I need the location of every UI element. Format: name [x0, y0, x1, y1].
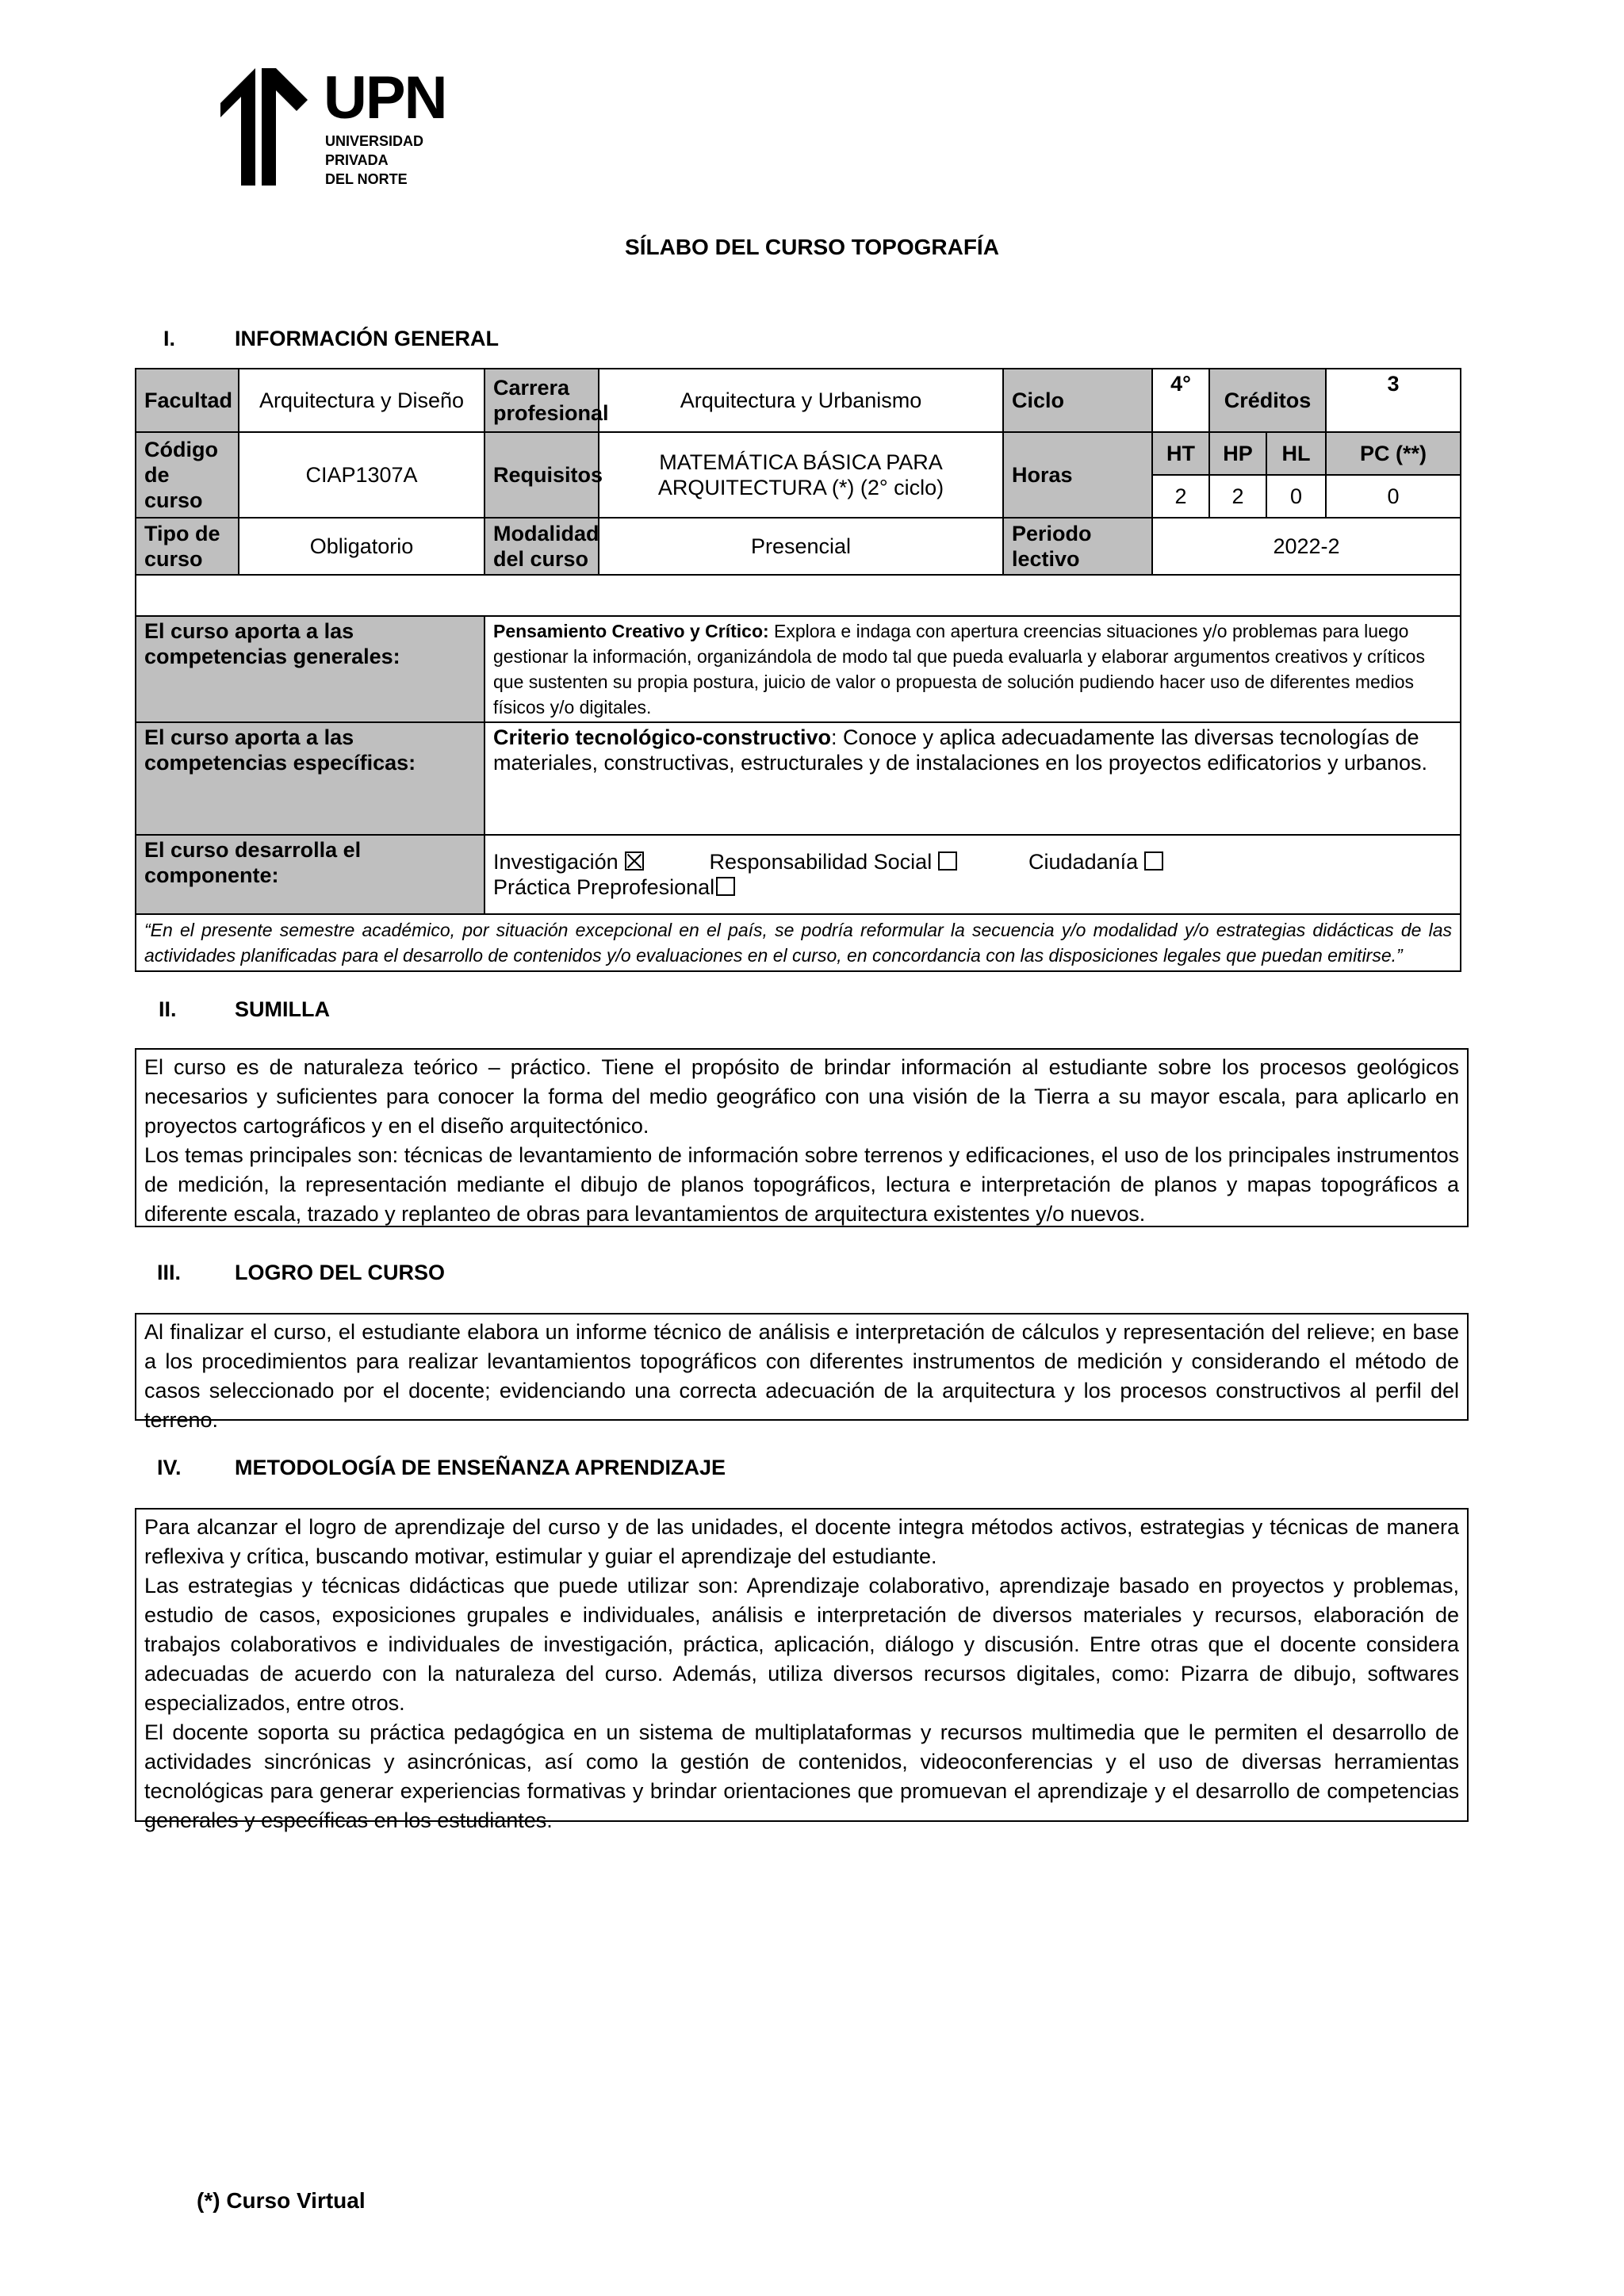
logro-paragraph: Al finalizar el curso, el estudiante elabora un informe técnico de análisis e interpretación de cálculos y representación del relieve; en base a los procedimientos para realizar levantamientos topográficos con diferentes instrumentos de medición y considerando el método de casos seleccionado por el docente; evidenciando una correcta adecuación de la arquitectura y los procesos constructivos al perfil del terreno. — [144, 1320, 1459, 1432]
section-3-number: III. — [157, 1261, 182, 1284]
metodologia-box — [135, 1508, 1469, 1832]
metodologia-paragraph-2: Las estrategias y técnicas didácticas que puede utilizar son: Aprendizaje colaborativo, aprendizaje basado en proyectos y problemas, estudio de casos, exposiciones grupales e individuales, análisis e interpretación de diversos materiales y recursos, elaboración de trabajos colaborativos e individuales de investigación, práctica, aplicación, diálogo y discusión. Entre otras que el docente considera adecuadas de acuerdo con la naturaleza del curso. Además, utiliza diversos recursos digitales, como: Pizarra de dibujo, softwares especializados, entre otros. — [144, 1574, 1459, 1715]
creditos-value: 3 — [1326, 369, 1461, 432]
modalidad-value: Presencial — [599, 518, 1003, 575]
sumilla-paragraph-2: Los temas principales son: técnicas de levantamiento de información sobre terrenos y edificaciones, el uso de los principales instrumentos de medición, la representación mediante el dibujo de planos topográficos, lectura e interpretación de planos y mapas topográficos a diferente escala, trazado y replanteo de obras para levantamientos de arquitectura existentes y/o nuevos. — [144, 1143, 1459, 1226]
spacer-row — [136, 575, 1461, 616]
section-4-number: IV. — [157, 1456, 182, 1479]
component-investigacion: Investigación — [493, 849, 703, 874]
logro-box — [135, 1313, 1469, 1432]
section-2-title: SUMILLA — [235, 997, 330, 1021]
ht-value: 2 — [1152, 475, 1209, 518]
ciclo-label: Ciclo — [1003, 369, 1152, 432]
hp-value: 2 — [1209, 475, 1266, 518]
document-title: SÍLABO DEL CURSO TOPOGRAFÍA — [625, 235, 999, 259]
horas-label: Horas — [1003, 432, 1152, 518]
modalidad-label: Modalidad del curso — [485, 518, 599, 575]
sumilla-box — [135, 1048, 1469, 1227]
footnote: (*) Curso Virtual — [197, 2188, 366, 2213]
checkbox-empty-icon — [716, 877, 735, 896]
section-2-number: II. — [159, 997, 177, 1021]
section-1-title: INFORMACIÓN GENERAL — [235, 327, 499, 350]
logo-name: UPN — [324, 64, 446, 132]
checkbox-empty-icon — [1144, 851, 1163, 871]
metodologia-paragraph-1: Para alcanzar el logro de aprendizaje del curso y de las unidades, el docente integra métodos activos, estrategias y técnicas de manera reflexiva y crítica, buscando motivar, estimular y guiar el aprendizaje del estudiante. — [144, 1515, 1459, 1568]
creditos-label: Créditos — [1209, 369, 1326, 432]
metodologia-paragraph-3: El docente soporta su práctica pedagógica en un sistema de multiplataformas y recursos multimedia que le permiten el desarrollo de actividades sincrónicas y asincrónicas, así como la gestión de contenidos, videoconferencias y el uso de diversas herramientas tecnológicas para generar experiencias formativas y brindar orientaciones que promuevan el aprendizaje y el desarrollo de competencias generales y específicas en los estudiantes. — [144, 1720, 1459, 1832]
checkbox-empty-icon — [938, 851, 957, 871]
carrera-label: Carrera profesional — [485, 369, 599, 432]
hl-value: 0 — [1266, 475, 1326, 518]
tipo-label: Tipo de curso — [136, 518, 239, 575]
competencias-generales-value: Pensamiento Creativo y Crítico: Explora e indaga con apertura creencias situaciones y/o problemas para luego gestionar la información, organizándola de modo tal que pueda evaluarla y elaborar argumentos creativos y críticos que sustenten su propia postura, juicio de valor o propuesta de solución pudiendo hacer uso de diferentes medios físicos y/o digitales. — [485, 616, 1461, 722]
general-info-table — [135, 368, 1461, 972]
competencias-generales-label: El curso aporta a las competencias generales: — [136, 616, 485, 722]
periodo-value: 2022-2 — [1152, 518, 1461, 575]
tipo-value: Obligatorio — [239, 518, 485, 575]
facultad-value: Arquitectura y Diseño — [239, 369, 485, 432]
requisitos-label: Requisitos — [485, 432, 599, 518]
logo-subtitle: UNIVERSIDAD PRIVADA DEL NORTE — [325, 133, 424, 187]
codigo-label: Código de curso — [136, 432, 239, 518]
hp-label: HP — [1209, 432, 1266, 475]
nota-excepcional: “En el presente semestre académico, por situación excepcional en el país, se podría reformular la secuencia y/o modalidad y/o estrategias didácticas de las actividades planificadas para el desarrollo de contenidos y/o evaluaciones en el curso, en concordancia con las disposiciones legales que puedan emitirse.” — [136, 914, 1461, 971]
checkbox-checked-icon — [625, 851, 644, 871]
facultad-label: Facultad — [136, 369, 239, 432]
section-4-title: METODOLOGÍA DE ENSEÑANZA APRENDIZAJE — [235, 1456, 726, 1479]
competencias-especificas-value: Criterio tecnológico-constructivo: Conoce y aplica adecuadamente las diversas tecnologías de materiales, constructivas, estructurales y de instalaciones en los proyectos edificatorios y urbanos. — [485, 722, 1461, 835]
componente-options — [485, 835, 1461, 914]
componente-label: El curso desarrolla el componente: — [136, 835, 485, 914]
ciclo-value: 4° — [1152, 369, 1209, 432]
hl-label: HL — [1266, 432, 1326, 475]
section-3-title: LOGRO DEL CURSO — [235, 1261, 446, 1284]
component-ciudadania: Ciudadanía — [1028, 849, 1233, 874]
upn-logo — [220, 64, 446, 192]
competencias-especificas-label: El curso aporta a las competencias específicas: — [136, 722, 485, 835]
carrera-value: Arquitectura y Urbanismo — [599, 369, 1003, 432]
upn-logo-mark-icon — [220, 65, 316, 186]
periodo-label: Periodo lectivo — [1003, 518, 1152, 575]
ht-label: HT — [1152, 432, 1209, 475]
component-responsabilidad-social: Responsabilidad Social — [710, 849, 1023, 874]
pc-label: PC (**) — [1326, 432, 1461, 475]
requisitos-value: MATEMÁTICA BÁSICA PARA ARQUITECTURA (*) (2° ciclo) — [599, 432, 1003, 518]
section-1-number: I. — [163, 327, 176, 350]
component-practica-preprofesional: Práctica Preprofesional — [493, 874, 735, 900]
pc-value: 0 — [1326, 475, 1461, 518]
sumilla-paragraph-1: El curso es de naturaleza teórico – práctico. Tiene el propósito de brindar información al estudiante sobre los procesos geológicos necesarios y suficientes para conocer la forma del medio geográfico con una visión de la Tierra a su mayor escala, para aplicarlo en proyectos cartográficos y en el diseño arquitectónico. — [144, 1055, 1459, 1138]
codigo-value: CIAP1307A — [239, 432, 485, 518]
